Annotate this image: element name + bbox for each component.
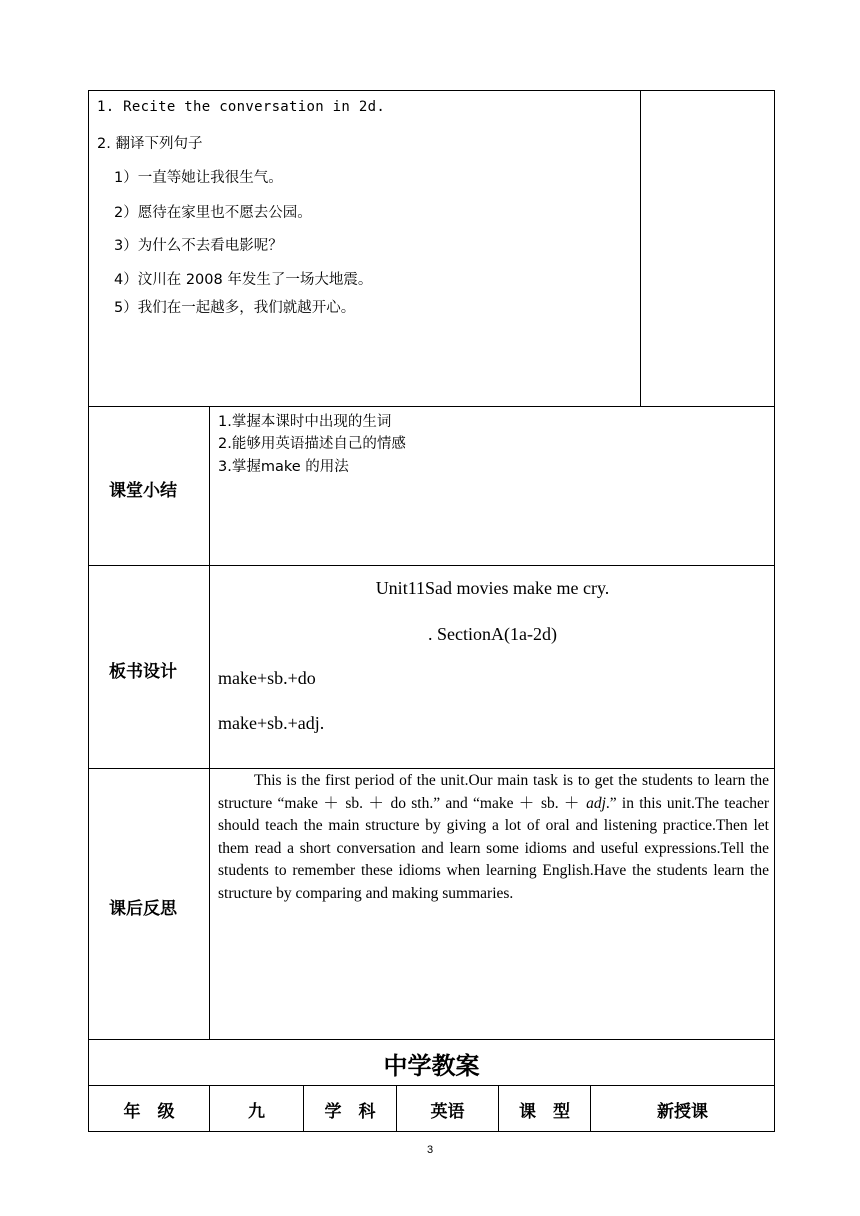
grade-value: 九 bbox=[248, 1102, 265, 1122]
homework-sentence-3: 3）为什么不去看电影呢？ bbox=[114, 238, 283, 254]
reflection-text-part-1: This is the first period of the unit.Our main task is to get the students to learn the structure “make ＋ sb. ＋ do sth.” and “make ＋ sb. ＋ bbox=[218, 772, 769, 812]
table-border-bottom bbox=[88, 1131, 775, 1132]
table-border-row5 bbox=[88, 1085, 775, 1086]
table-border-row2 bbox=[88, 565, 775, 566]
subject-label: 学 科 bbox=[324, 1102, 376, 1122]
board-label: 板书设计 bbox=[109, 662, 177, 682]
table-border-right bbox=[774, 90, 775, 1132]
board-title: Unit11Sad movies make me cry. bbox=[375, 578, 610, 598]
reflection-label: 课后反思 bbox=[109, 899, 177, 919]
board-structure-1: make+sb.+do bbox=[218, 668, 316, 688]
reflection-text-italic: adj bbox=[586, 794, 606, 812]
subject-value: 英语 bbox=[430, 1102, 465, 1122]
summary-label: 课堂小结 bbox=[109, 481, 177, 501]
board-structure-2: make+sb.+adj. bbox=[218, 713, 325, 733]
lesson-plan-title: 中学教案 bbox=[383, 1052, 480, 1080]
table-border-left bbox=[88, 90, 89, 1132]
homework-sentence-4: 4）汶川在 2008 年发生了一场大地震。 bbox=[114, 272, 373, 288]
table-border-row1 bbox=[88, 406, 775, 407]
reflection-text bbox=[218, 770, 769, 905]
homework-item-2: 2. 翻译下列句子 bbox=[97, 136, 203, 152]
homework-sentence-1: 1）一直等她让我很生气。 bbox=[114, 170, 283, 186]
table-border-homework-divider bbox=[640, 90, 641, 406]
table-border-row3 bbox=[88, 768, 775, 769]
homework-sentence-2: 2）愿待在家里也不愿去公园。 bbox=[114, 205, 312, 221]
summary-item-3: 3.掌握make 的用法 bbox=[218, 459, 349, 475]
table-border-top bbox=[88, 90, 775, 91]
table-border-row4 bbox=[88, 1039, 775, 1040]
homework-sentence-5: 5）我们在一起越多，我们就越开心。 bbox=[114, 300, 356, 316]
table-border-label-column bbox=[209, 406, 210, 1039]
homework-item-1: 1. Recite the conversation in 2d. bbox=[97, 99, 386, 115]
type-label: 课 型 bbox=[519, 1102, 570, 1122]
summary-item-2: 2.能够用英语描述自己的情感 bbox=[218, 436, 406, 452]
grade-label: 年 级 bbox=[123, 1102, 175, 1122]
summary-item-1: 1.掌握本课时中出现的生词 bbox=[218, 414, 392, 430]
reflection-text-part-2: .” in this unit.The teacher should teach the main structure by giving a lot of oral and listening practice.Then let them read a short conversation and learn some idioms and useful expressions.Tell the students to remember these idioms when learning English.Have the students learn the structure by comparing and making summaries. bbox=[218, 794, 770, 902]
board-section: . SectionA(1a-2d) bbox=[428, 624, 557, 644]
page-number: 3 bbox=[426, 1144, 434, 1156]
type-value: 新授课 bbox=[657, 1102, 708, 1122]
